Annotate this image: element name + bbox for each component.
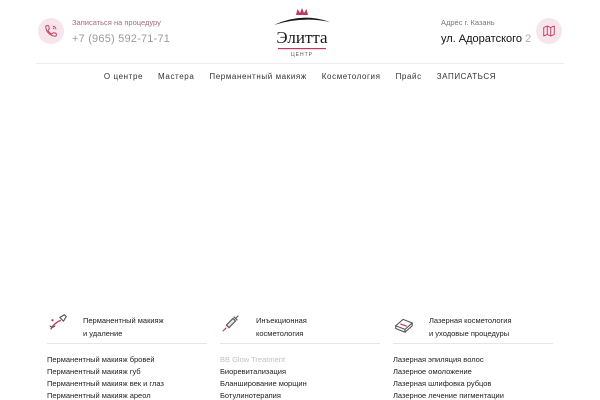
nav-item-book[interactable]: ЗАПИСАТЬСЯ — [436, 72, 497, 81]
phone-block — [72, 18, 170, 45]
service-title-line2: и уходовые процедуры — [429, 329, 510, 338]
map-icon-button[interactable] — [536, 18, 562, 44]
service-list — [47, 354, 207, 400]
service-title-line2: косметология — [256, 329, 304, 338]
logo-underline — [266, 47, 338, 51]
crown-icon — [266, 6, 338, 28]
address-line — [441, 33, 531, 45]
service-column-laser — [393, 312, 553, 400]
service-link[interactable]: Лазерное омоложение — [393, 367, 472, 376]
service-title — [429, 314, 512, 340]
laser-device-icon — [393, 312, 415, 334]
phone-icon — [44, 24, 58, 38]
service-title — [256, 314, 307, 340]
service-link[interactable]: Лазерное лечение пигментации — [393, 391, 504, 400]
header-divider — [36, 63, 564, 64]
map-icon — [542, 24, 556, 38]
service-title-line1: Перманентный макияж — [83, 316, 164, 325]
service-rule — [220, 343, 380, 344]
service-link[interactable]: Перманентный макияж губ — [47, 367, 141, 376]
nav-item-cosmetology[interactable]: Косметология — [321, 72, 381, 81]
service-list — [393, 354, 553, 400]
service-link[interactable]: Перманентный макияж ареол — [47, 391, 151, 400]
service-link[interactable]: Перманентный макияж век и глаз — [47, 379, 164, 388]
service-link[interactable]: Лазерная эпиляция волос — [393, 355, 484, 364]
logo-subtitle: ЦЕНТР — [290, 52, 314, 58]
syringe-icon — [220, 312, 242, 334]
service-header[interactable] — [220, 312, 380, 342]
address-caption: Адрес г. Казань — [441, 18, 495, 27]
address-block — [441, 18, 531, 45]
service-title — [83, 314, 164, 340]
service-link[interactable]: Перманентный макияж бровей — [47, 355, 155, 364]
service-title-line1: Инъекционная — [256, 316, 307, 325]
service-column-permanent-makeup — [47, 312, 207, 400]
service-rule — [393, 343, 553, 344]
nav-item-masters[interactable]: Мастера — [158, 72, 195, 81]
service-rule — [47, 343, 207, 344]
service-list — [220, 354, 380, 400]
service-link[interactable]: Лазерная шлифовка рубцов — [393, 379, 492, 388]
site-header — [0, 0, 600, 64]
permanent-makeup-icon — [47, 312, 69, 334]
service-column-injection — [220, 312, 380, 400]
site-logo[interactable] — [266, 6, 338, 58]
nav-item-about[interactable]: О центре — [103, 72, 144, 81]
service-link[interactable]: Биоревитализация — [220, 367, 287, 376]
appointment-link[interactable]: Записаться на процедуру — [72, 18, 161, 27]
logo-title: Элитта — [276, 28, 328, 47]
nav-item-permanent-makeup[interactable]: Перманентный макияж — [209, 72, 307, 81]
service-header[interactable] — [47, 312, 207, 342]
service-link[interactable]: BB Glow Treatment — [220, 355, 286, 364]
address-street: ул. Адоратского — [441, 33, 523, 45]
phone-icon-button[interactable] — [38, 18, 64, 44]
phone-number[interactable]: +7 (965) 592-71-71 — [72, 33, 171, 45]
nav-item-price[interactable]: Прайс — [395, 72, 422, 81]
service-title-line1: Лазерная косметология — [429, 316, 512, 325]
service-title-line2: и удаление — [83, 329, 123, 338]
address-number: 2 — [525, 33, 532, 45]
main-nav — [0, 72, 600, 81]
service-link[interactable]: Бланширование морщин — [220, 379, 307, 388]
service-link[interactable]: Ботулинотерапия — [220, 391, 281, 400]
service-header[interactable] — [393, 312, 553, 342]
